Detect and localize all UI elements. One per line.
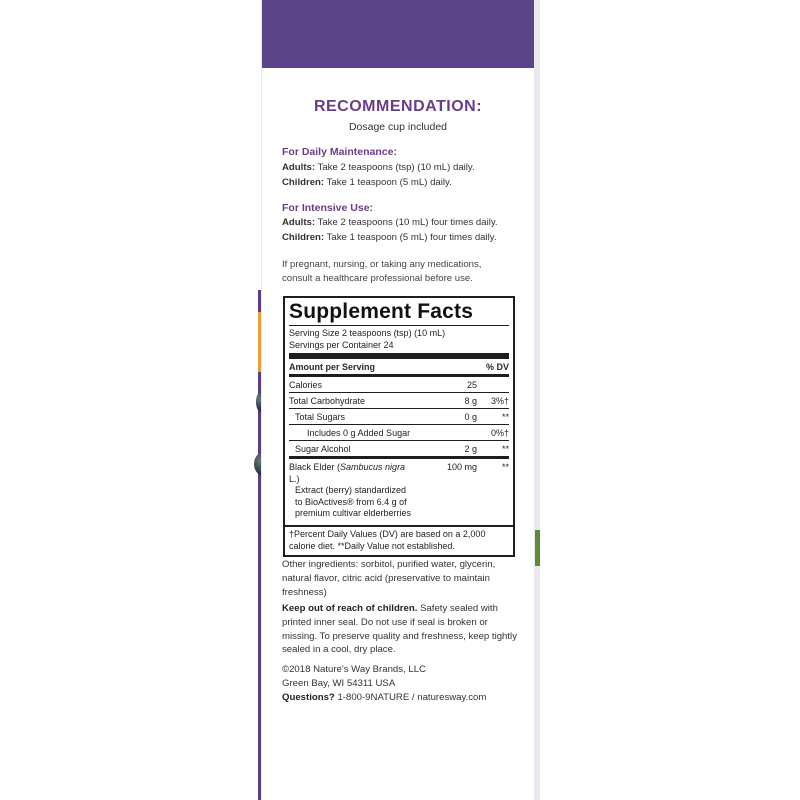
black-elder-description: Extract (berry) standardized <box>295 485 407 495</box>
recommendation-subtitle: Dosage cup included <box>348 121 448 133</box>
leaf-image <box>534 530 540 566</box>
intensive-children-line <box>282 232 497 243</box>
copyright-line: ©2018 Nature's Way Brands, LLC <box>282 664 426 675</box>
intensive-adults-text: Take 2 teaspoons (10 mL) four times daily. <box>317 217 498 228</box>
intensive-children-text: Take 1 teaspoon (5 mL) four times daily. <box>326 232 497 243</box>
nutrient-amount: 25 <box>466 379 477 390</box>
company-info <box>282 663 518 704</box>
nutrient-name: Total Sugars <box>295 411 346 422</box>
facts-row <box>289 409 509 425</box>
daily-maintenance-heading: For Daily Maintenance: <box>282 146 397 158</box>
facts-row <box>289 441 509 456</box>
black-elder-description: premium cultivar elderberries <box>295 508 412 518</box>
nutrient-dv: 3%† <box>490 395 509 406</box>
daily-children-text: Take 1 teaspoon (5 mL) daily. <box>326 177 452 188</box>
caution-line: consult a healthcare professional before use. <box>282 273 473 284</box>
intensive-adults-line <box>282 217 498 228</box>
address-line: Green Bay, WI 54311 USA <box>282 677 396 689</box>
nutrient-name: Sugar Alcohol <box>295 443 351 454</box>
recommendation-title: RECOMMENDATION: <box>313 98 483 115</box>
nutrient-dv: ** <box>501 411 509 422</box>
black-elder-description: to BioActives® from 6.4 g of <box>295 496 407 507</box>
keep-out-of-reach-label: Keep out of reach of children. <box>282 603 418 614</box>
facts-row <box>289 393 509 409</box>
black-elder-dv: ** <box>501 462 509 472</box>
safety-warning: Keep out of reach of children. Safety sealed with printed inner seal. Do not use if seal is broken or missing. To preserve quality and freshness, keep tightly sealed in a cool, dry place. <box>282 603 517 656</box>
questions-line: Questions? 1-800-9NATURE / naturesway.com <box>282 691 487 703</box>
nutrient-amount: 2 g <box>464 443 477 454</box>
purple-header-band <box>262 0 534 68</box>
serving-size: Serving Size 2 teaspoons (tsp) (10 mL) <box>289 328 446 338</box>
children-label: Children: <box>282 177 325 188</box>
daily-children-line <box>282 177 452 188</box>
facts-row <box>289 377 509 393</box>
nutrient-amount: 8 g <box>464 395 477 406</box>
facts-row <box>289 425 509 441</box>
nutrient-name: Calories <box>289 379 323 390</box>
adults-label: Adults: <box>282 162 316 173</box>
dv-header: % DV <box>485 361 509 372</box>
footnote-line: calorie diet. **Daily Value not established. <box>289 540 455 551</box>
left-side-panel <box>0 0 262 800</box>
pregnancy-caution <box>282 258 522 286</box>
product-box-panel <box>262 0 534 800</box>
black-elder-amount: 100 mg <box>446 462 477 472</box>
nutrient-dv: ** <box>501 443 509 454</box>
amount-header-row <box>289 359 509 374</box>
daily-adults-line <box>282 162 475 173</box>
supplement-facts-title: Supplement Facts <box>289 300 474 323</box>
adults-label: Adults: <box>282 217 316 228</box>
intensive-use-heading: For Intensive Use: <box>282 202 374 214</box>
servings-per-container: Servings per Container 24 <box>289 339 394 350</box>
caution-line: If pregnant, nursing, or taking any medications, <box>282 259 482 270</box>
black-elder-row <box>289 459 509 524</box>
other-ingredients: Other ingredients: sorbitol, purified water, glycerin, natural flavor, citric acid (preservative to maintain freshness) <box>282 559 496 598</box>
nutrient-name: Includes 0 g Added Sugar <box>307 427 411 438</box>
black-elder-name: Black Elder (Sambucus nigra L.) <box>289 462 406 484</box>
amount-per-serving-label: Amount per Serving <box>289 361 376 372</box>
nutrient-amount: 0 g <box>464 411 477 422</box>
nutrient-name: Total Carbohydrate <box>289 395 366 406</box>
footnote-line: †Percent Daily Values (DV) are based on a 2,000 <box>289 529 486 539</box>
facts-footnote <box>283 527 515 557</box>
supplement-facts-panel <box>283 296 515 527</box>
children-label: Children: <box>282 232 325 243</box>
nutrient-dv: 0%† <box>490 427 509 438</box>
daily-adults-text: Take 2 teaspoons (tsp) (10 mL) daily. <box>317 162 475 173</box>
